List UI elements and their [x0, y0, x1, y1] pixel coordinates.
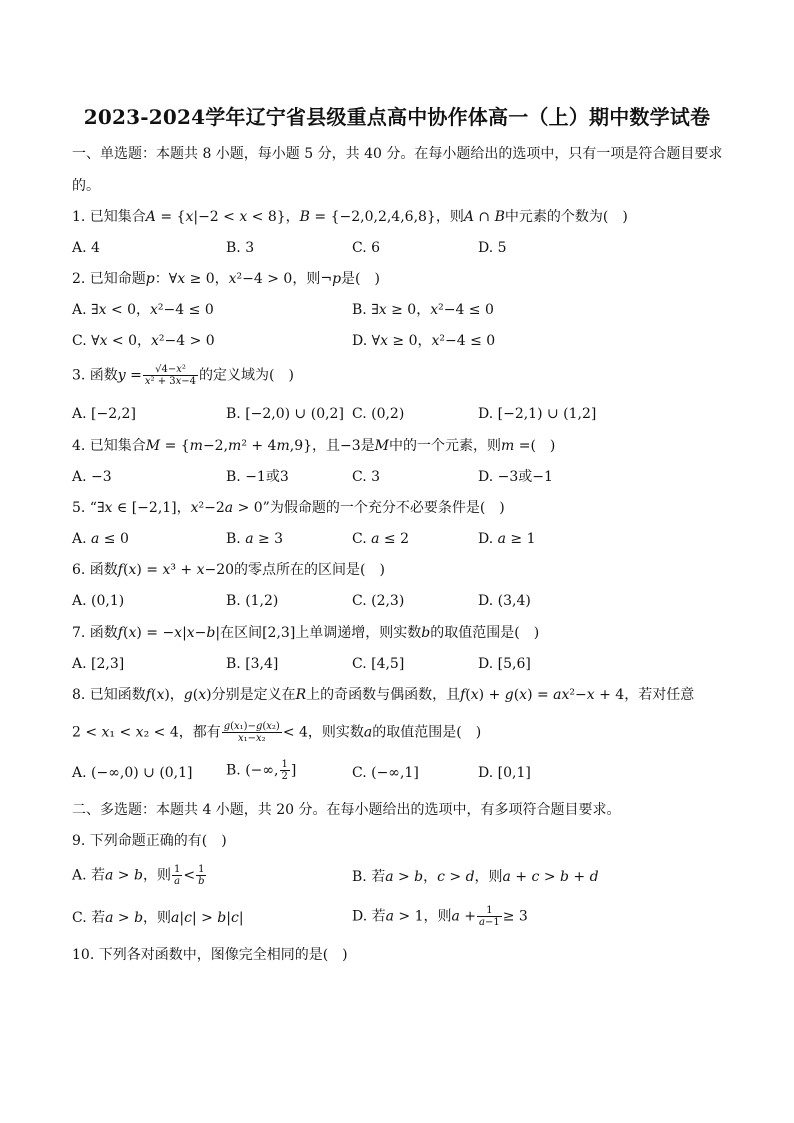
question-3-prefix: 3. 函数𝑦 = [72, 367, 142, 384]
question-8-option-b-denominator: 2 [281, 771, 288, 782]
question-9-option-a-less-than: < [183, 867, 196, 884]
question-9-stem: 9. 下列命题正确的有( ) [72, 833, 227, 849]
question-1-stem: 1. 已知集合𝐴 = {𝑥|−2 < 𝑥 < 8}，𝐵 = {−2,0,2,4,6,8}，则𝐴 ∩ 𝐵中元素的个数为( ) [72, 209, 628, 225]
question-5-option-b: B. 𝑎 ≥ 3 [226, 531, 284, 547]
question-5-stem: 5. “∃𝑥 ∈ [−2,1]，𝑥²−2𝑎 > 0”为假命题的一个充分不必要条件是( ) [72, 500, 505, 516]
question-1-option-b: B. 3 [226, 240, 255, 256]
question-8-option-b-fraction [280, 759, 290, 782]
question-3-option-a: A. [−2,2] [72, 406, 136, 422]
question-9-option-a-numerator-1: 1 [173, 864, 181, 875]
question-8-numerator: 𝑔(𝑥₁)−𝑔(𝑥₂) [223, 721, 280, 732]
question-7-option-a: A. [2,3] [72, 656, 125, 672]
question-1-option-c: C. 6 [352, 240, 381, 256]
question-1-option-a: A. 4 [72, 240, 100, 256]
question-5-option-a: A. 𝑎 ≤ 0 [72, 531, 129, 547]
section-1-instructions: 一、单选题：本题共 8 小题，每小题 5 分，共 40 分。在每小题给出的选项中，只有一项是符合题目要求 [72, 146, 723, 162]
question-2-option-d: D. ∀𝑥 ≥ 0，𝑥²−4 ≤ 0 [352, 333, 496, 349]
question-6-stem: 6. 函数𝑓(𝑥) = 𝑥³ + 𝑥−20的零点所在的区间是( ) [72, 562, 385, 578]
section-2-instructions: 二、多选题：本题共 4 小题，共 20 分。在每小题给出的选项中，有多项符合题目要求。 [72, 802, 621, 818]
question-6-option-c: C. (2,3) [352, 593, 405, 609]
question-6-option-b: B. (1,2) [226, 593, 279, 609]
question-4-option-d: D. −3或−1 [478, 469, 553, 485]
question-3-option-d: D. [−2,1) ∪ (1,2] [478, 406, 597, 422]
question-2-option-c: C. ∀𝑥 < 0，𝑥²−4 > 0 [72, 333, 215, 349]
question-8-option-d: D. [0,1] [478, 765, 531, 781]
question-9-option-b: B. 若𝑎 > 𝑏，𝑐 > 𝑑，则𝑎 + 𝑐 > 𝑏 + 𝑑 [352, 869, 599, 885]
question-9-option-d-prefix: D. 若𝑎 > 1，则𝑎 + [352, 908, 477, 925]
question-9-option-d-numerator: 1 [477, 905, 502, 917]
question-2-stem: 2. 已知命题𝑝：∀𝑥 ≥ 0，𝑥²−4 > 0，则¬𝑝是( ) [72, 271, 380, 287]
question-8-option-b-prefix: B. (−∞, [226, 762, 279, 779]
question-8-option-b [226, 759, 296, 782]
section-1-instructions-cont: 的。 [72, 178, 100, 194]
question-9-option-c: C. 若𝑎 > 𝑏，则𝑎|𝑐| > 𝑏|𝑐| [72, 910, 244, 926]
question-9-option-a [72, 864, 207, 887]
question-8-suffix: < 4，则实数𝑎的取值范围是( ) [282, 724, 482, 741]
question-9-option-a-fraction-2 [196, 864, 206, 887]
question-9-option-d-suffix: ≥ 3 [502, 908, 528, 925]
question-8-option-c: C. (−∞,1] [352, 765, 419, 781]
question-7-option-d: D. [5,6] [478, 656, 531, 672]
question-8-prefix: 2 < 𝑥₁ < 𝑥₂ < 4，都有 [72, 724, 221, 741]
question-3-denominator: 𝑥² + 3𝑥−4 [144, 376, 197, 387]
question-4-option-a: A. −3 [72, 469, 112, 485]
question-8-denominator: 𝑥₁−𝑥₂ [237, 733, 266, 744]
question-1-option-d: D. 5 [478, 240, 507, 256]
question-8-stem-line-2 [72, 721, 481, 744]
question-9-option-d-fraction [477, 905, 502, 928]
question-8-stem-line-1: 8. 已知函数𝑓(𝑥)，𝑔(𝑥)分别是定义在𝑅上的奇函数与偶函数，且𝑓(𝑥) + 𝑔(𝑥) = 𝑎𝑥²−𝑥 + 4，若对任意 [72, 687, 695, 703]
question-10-stem: 10. 下列各对函数中，图像完全相同的是( ) [72, 947, 348, 963]
question-8-option-a: A. (−∞,0) ∪ (0,1] [72, 765, 193, 781]
question-5-option-c: C. 𝑎 ≤ 2 [352, 531, 409, 547]
question-9-option-d-denominator: 𝑎−1 [479, 917, 500, 928]
question-7-option-b: B. [3,4] [226, 656, 279, 672]
question-6-option-d: D. (3,4) [478, 593, 531, 609]
question-2-option-a: A. ∃𝑥 < 0，𝑥²−4 ≤ 0 [72, 302, 214, 318]
question-8-fraction [222, 721, 282, 744]
question-9-option-a-numerator-2: 1 [196, 864, 206, 876]
question-3-option-c: C. (0,2) [352, 406, 405, 422]
question-7-stem: 7. 函数𝑓(𝑥) = −𝑥|𝑥−𝑏|在区间[2,3]上单调递增，则实数𝑏的取值范围是( ) [72, 625, 540, 641]
question-9-option-a-fraction-1 [172, 864, 182, 887]
question-9-option-a-prefix: A. 若𝑎 > 𝑏，则 [72, 867, 171, 884]
question-3-fraction [143, 364, 198, 387]
page-title: 2023-2024学年辽宁省县级重点高中协作体高一（上）期中数学试卷 [83, 105, 711, 129]
question-5-option-d: D. 𝑎 ≥ 1 [478, 531, 536, 547]
question-2-option-b: B. ∃𝑥 ≥ 0，𝑥²−4 ≤ 0 [352, 302, 494, 318]
question-8-option-b-suffix: ] [290, 762, 297, 779]
question-9-option-a-denominator-2: 𝑏 [198, 876, 205, 887]
question-7-option-c: C. [4,5] [352, 656, 405, 672]
question-4-stem: 4. 已知集合𝑀 = {𝑚−2,𝑚² + 4𝑚,9}，且−3是𝑀中的一个元素，则𝑚 =( ) [72, 438, 556, 454]
question-9-option-d [352, 905, 528, 928]
question-3-suffix: 的定义域为( ) [199, 367, 294, 384]
question-3-numerator: √4−𝑥² [143, 364, 198, 376]
question-9-option-a-denominator-1: 𝑎 [174, 876, 181, 887]
question-4-option-b: B. −1或3 [226, 469, 289, 485]
question-8-option-b-numerator: 1 [281, 759, 288, 770]
question-3-stem [72, 364, 294, 387]
question-6-option-a: A. (0,1) [72, 593, 125, 609]
question-3-option-b: B. [−2,0) ∪ (0,2] [226, 406, 344, 422]
question-4-option-c: C. 3 [352, 469, 381, 485]
